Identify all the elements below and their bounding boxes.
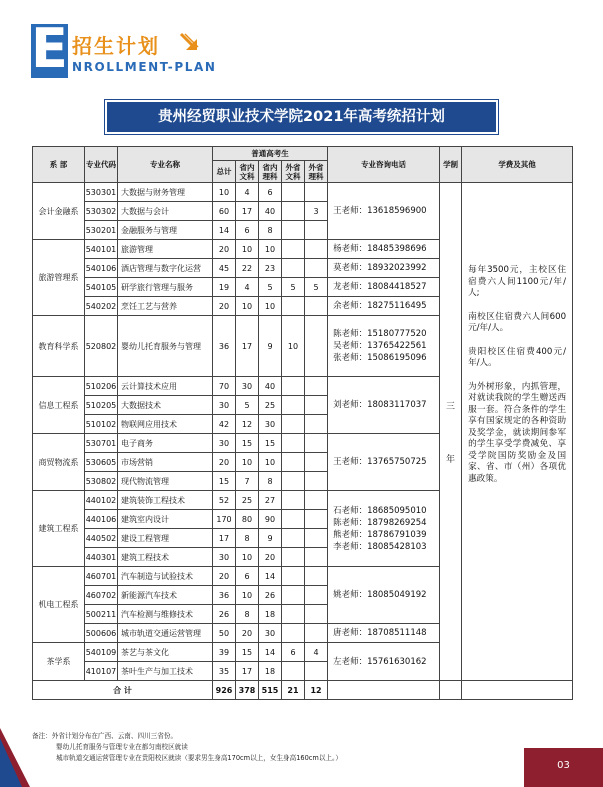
total-cell: 30: [213, 434, 236, 453]
in-sci-cell: 18: [259, 662, 282, 681]
in-sci-cell: 30: [259, 415, 282, 434]
totals-out-sci: 12: [305, 681, 328, 700]
out-arts-cell: [282, 567, 305, 586]
header-out-sci: 外省理科: [305, 161, 328, 183]
code-cell: 530701: [85, 434, 118, 453]
total-cell: 20: [213, 453, 236, 472]
in-sci-cell: 27: [259, 491, 282, 510]
out-sci-cell: [305, 434, 328, 453]
major-cell: 现代物流管理: [118, 472, 213, 491]
contact-line: 石老师：18685095010: [333, 505, 427, 516]
out-sci-cell: 4: [305, 643, 328, 662]
contact-cell: 左老师：15761630162: [328, 643, 440, 681]
code-cell: 440502: [85, 529, 118, 548]
contact-cell: 龙老师：18084418527: [328, 278, 440, 297]
code-cell: 410107: [85, 662, 118, 681]
fee-text: 贵阳校区住宿费400元/年/人。: [468, 346, 567, 368]
header-fees: 学费及其他: [462, 147, 573, 183]
in-arts-cell: 20: [236, 624, 259, 643]
total-cell: 60: [213, 202, 236, 221]
out-sci-cell: [305, 453, 328, 472]
out-arts-cell: [282, 472, 305, 491]
out-sci-cell: [305, 240, 328, 259]
in-arts-cell: 8: [236, 605, 259, 624]
totals-in-arts: 378: [236, 681, 259, 700]
header-in-arts: 省内文科: [236, 161, 259, 183]
notes: [32, 731, 342, 764]
in-sci-cell: 5: [259, 278, 282, 297]
dept-cell: 教育科学系: [33, 316, 85, 377]
code-cell: 540106: [85, 259, 118, 278]
out-sci-cell: [305, 221, 328, 240]
in-sci-cell: 20: [259, 548, 282, 567]
out-arts-cell: [282, 202, 305, 221]
code-cell: 530301: [85, 183, 118, 202]
fees-cell: [462, 183, 573, 681]
brand-logo-letter: E: [31, 17, 68, 80]
out-arts-cell: [282, 259, 305, 278]
out-arts-cell: [282, 221, 305, 240]
header-phone: 专业咨询电话: [328, 147, 440, 183]
total-cell: 26: [213, 605, 236, 624]
out-arts-cell: [282, 586, 305, 605]
duration-char: 年: [446, 454, 456, 465]
out-arts-cell: [282, 605, 305, 624]
duration-char: 三: [446, 401, 456, 412]
code-cell: 440102: [85, 491, 118, 510]
contact-cell: [328, 491, 440, 567]
major-cell: 大数据与会计: [118, 202, 213, 221]
major-cell: 金融服务与管理: [118, 221, 213, 240]
code-cell: 530802: [85, 472, 118, 491]
contact-cell: 杨老师：18485398696: [328, 240, 440, 259]
out-arts-cell: [282, 183, 305, 202]
in-arts-cell: 4: [236, 278, 259, 297]
out-arts-cell: [282, 453, 305, 472]
major-cell: 市场营销: [118, 453, 213, 472]
out-sci-cell: [305, 529, 328, 548]
out-sci-cell: [305, 316, 328, 377]
in-sci-cell: 18: [259, 605, 282, 624]
major-cell: 电子商务: [118, 434, 213, 453]
header-major: 专业名称: [118, 147, 213, 183]
arrow-down-right-icon: [178, 31, 200, 53]
in-arts-cell: 5: [236, 396, 259, 415]
total-cell: 170: [213, 510, 236, 529]
out-arts-cell: [282, 510, 305, 529]
in-arts-cell: 7: [236, 472, 259, 491]
in-sci-cell: 23: [259, 259, 282, 278]
in-sci-cell: 8: [259, 472, 282, 491]
in-sci-cell: 6: [259, 183, 282, 202]
header-duration: 学制: [440, 147, 462, 183]
page-number: 03: [557, 760, 570, 771]
section-title: 招生计划: [72, 34, 160, 58]
in-arts-cell: 22: [236, 259, 259, 278]
out-sci-cell: [305, 415, 328, 434]
code-cell: 500211: [85, 605, 118, 624]
totals-row: [33, 681, 573, 700]
table-row: [33, 183, 573, 202]
out-sci-cell: [305, 183, 328, 202]
out-sci-cell: [305, 662, 328, 681]
in-sci-cell: 90: [259, 510, 282, 529]
in-arts-cell: 12: [236, 415, 259, 434]
in-arts-cell: 10: [236, 548, 259, 567]
out-sci-cell: [305, 297, 328, 316]
major-cell: 汽车制造与试验技术: [118, 567, 213, 586]
banner-title: 贵州经贸职业技术学院2021年高考统招计划: [158, 109, 445, 125]
total-cell: 52: [213, 491, 236, 510]
in-arts-cell: 15: [236, 434, 259, 453]
code-cell: 460701: [85, 567, 118, 586]
major-cell: 建筑室内设计: [118, 510, 213, 529]
in-sci-cell: 8: [259, 221, 282, 240]
code-cell: 540109: [85, 643, 118, 662]
duration-cell: [440, 183, 462, 681]
total-cell: 15: [213, 472, 236, 491]
in-sci-cell: 10: [259, 453, 282, 472]
contact-cell: 王老师：13765750725: [328, 434, 440, 491]
in-sci-cell: 9: [259, 529, 282, 548]
major-cell: 酒店管理与数字化运营: [118, 259, 213, 278]
total-cell: 35: [213, 662, 236, 681]
out-sci-cell: [305, 605, 328, 624]
major-cell: 大数据与财务管理: [118, 183, 213, 202]
in-sci-cell: 25: [259, 396, 282, 415]
out-arts-cell: [282, 624, 305, 643]
code-cell: 510205: [85, 396, 118, 415]
totals-empty: [440, 681, 462, 700]
major-cell: 汽车检测与维修技术: [118, 605, 213, 624]
out-arts-cell: [282, 415, 305, 434]
total-cell: 17: [213, 529, 236, 548]
contact-line: 陈老师：18798269254: [333, 517, 427, 528]
header-total: 总计: [213, 161, 236, 183]
in-arts-cell: 4: [236, 183, 259, 202]
in-sci-cell: 14: [259, 643, 282, 662]
major-cell: 新能源汽车技术: [118, 586, 213, 605]
note-line: 城市轨道交通运营管理专业在贵阳校区就读（要求男生身高170cm以上，女生身高160cm以上。）: [56, 754, 342, 762]
out-arts-cell: 5: [282, 278, 305, 297]
out-arts-cell: [282, 548, 305, 567]
totals-in-sci: 515: [259, 681, 282, 700]
major-cell: 婴幼儿托育服务与管理: [118, 316, 213, 377]
total-cell: 42: [213, 415, 236, 434]
out-arts-cell: [282, 240, 305, 259]
in-sci-cell: 9: [259, 316, 282, 377]
in-arts-cell: 10: [236, 297, 259, 316]
dept-cell: 商贸物流系: [33, 434, 85, 491]
major-cell: 物联网应用技术: [118, 415, 213, 434]
in-arts-cell: 8: [236, 529, 259, 548]
total-cell: 70: [213, 377, 236, 396]
code-cell: 540101: [85, 240, 118, 259]
corner-decoration: [0, 728, 30, 787]
totals-total: 926: [213, 681, 236, 700]
in-arts-cell: 30: [236, 377, 259, 396]
dept-cell: 信息工程系: [33, 377, 85, 434]
dept-cell: 建筑工程系: [33, 491, 85, 567]
totals-empty: [462, 681, 573, 700]
code-cell: 520802: [85, 316, 118, 377]
total-cell: 20: [213, 567, 236, 586]
code-cell: 510206: [85, 377, 118, 396]
out-arts-cell: [282, 377, 305, 396]
enrollment-table: [32, 146, 573, 700]
in-arts-cell: 17: [236, 662, 259, 681]
out-sci-cell: [305, 624, 328, 643]
major-cell: 大数据技术: [118, 396, 213, 415]
code-cell: 530302: [85, 202, 118, 221]
total-cell: 50: [213, 624, 236, 643]
total-cell: 20: [213, 297, 236, 316]
total-cell: 10: [213, 183, 236, 202]
code-cell: 500606: [85, 624, 118, 643]
code-cell: 510102: [85, 415, 118, 434]
contact-cell: 唐老师：18708511148: [328, 624, 440, 643]
out-sci-cell: [305, 472, 328, 491]
in-arts-cell: 25: [236, 491, 259, 510]
contact-line: 李老师：18085428103: [333, 541, 427, 552]
contact-line: 熊老师：18786791039: [333, 529, 427, 540]
dept-cell: 机电工程系: [33, 567, 85, 643]
out-sci-cell: [305, 259, 328, 278]
in-sci-cell: 14: [259, 567, 282, 586]
in-arts-cell: 10: [236, 453, 259, 472]
in-sci-cell: 10: [259, 240, 282, 259]
out-sci-cell: [305, 567, 328, 586]
major-cell: 烹饪工艺与营养: [118, 297, 213, 316]
out-sci-cell: [305, 377, 328, 396]
out-arts-cell: [282, 434, 305, 453]
section-subtitle: NROLLMENT-PLAN: [72, 60, 217, 74]
major-cell: 云计算技术应用: [118, 377, 213, 396]
contact-cell: 莫老师：18932023992: [328, 259, 440, 278]
contact-cell: [328, 316, 440, 377]
out-sci-cell: [305, 548, 328, 567]
total-cell: 19: [213, 278, 236, 297]
out-arts-cell: [282, 396, 305, 415]
out-sci-cell: [305, 510, 328, 529]
in-arts-cell: 6: [236, 567, 259, 586]
in-arts-cell: 10: [236, 240, 259, 259]
major-cell: 研学旅行管理与服务: [118, 278, 213, 297]
totals-out-arts: 21: [282, 681, 305, 700]
major-cell: 茶艺与茶文化: [118, 643, 213, 662]
out-sci-cell: 5: [305, 278, 328, 297]
out-arts-cell: 6: [282, 643, 305, 662]
note-line: 备注：外省计划分布在广西、云南、四川三省份。: [32, 732, 178, 740]
total-cell: 20: [213, 240, 236, 259]
in-arts-cell: 10: [236, 586, 259, 605]
code-cell: 540105: [85, 278, 118, 297]
in-arts-cell: 17: [236, 202, 259, 221]
code-cell: 530605: [85, 453, 118, 472]
contact-cell: 余老师：18275116495: [328, 297, 440, 316]
in-sci-cell: 40: [259, 377, 282, 396]
contact-line: 陈老师：15180777520: [333, 329, 427, 339]
fee-text: 为外树形象，内抓管理，对就读我院的学生赠送西服一套。符合条件的学生享有国家规定的各种资助及奖学金，就读期间参军的学生享受学费减免、享受学院国防奖励金及国家、省、市（州）各项优惠政策。: [468, 381, 567, 484]
in-arts-cell: 80: [236, 510, 259, 529]
header-dept: 系 部: [33, 147, 85, 183]
contact-cell: 王老师：13618596900: [328, 183, 440, 240]
in-sci-cell: 26: [259, 586, 282, 605]
totals-label: 合 计: [33, 681, 213, 700]
total-cell: 30: [213, 396, 236, 415]
brand-header: [0, 0, 603, 90]
in-arts-cell: 6: [236, 221, 259, 240]
total-cell: 14: [213, 221, 236, 240]
out-arts-cell: [282, 662, 305, 681]
header-in-sci: 省内理科: [259, 161, 282, 183]
fee-text: 南校区住宿费六人间600元/年/人。: [468, 311, 567, 333]
code-cell: 540202: [85, 297, 118, 316]
in-sci-cell: 30: [259, 624, 282, 643]
note-line: 婴幼儿托育服务与管理专业在都匀南校区就读: [56, 743, 188, 751]
major-cell: 建设工程管理: [118, 529, 213, 548]
dept-cell: 茶学系: [33, 643, 85, 681]
out-arts-cell: [282, 529, 305, 548]
out-sci-cell: [305, 586, 328, 605]
major-cell: 城市轨道交通运营管理: [118, 624, 213, 643]
total-cell: 30: [213, 548, 236, 567]
totals-empty: [328, 681, 440, 700]
contact-line: 张老师：15086195096: [333, 353, 427, 363]
major-cell: 旅游管理: [118, 240, 213, 259]
total-cell: 36: [213, 316, 236, 377]
out-sci-cell: [305, 491, 328, 510]
out-arts-cell: 10: [282, 316, 305, 377]
contact-line: 吴老师：13765422561: [333, 341, 427, 351]
banner-title-box: [105, 100, 498, 134]
in-arts-cell: 15: [236, 643, 259, 662]
in-arts-cell: 17: [236, 316, 259, 377]
total-cell: 39: [213, 643, 236, 662]
fee-text: 每年3500元，主校区住宿费六人间1100元/年/人;: [468, 265, 567, 298]
major-cell: 建筑工程技术: [118, 548, 213, 567]
code-cell: 530201: [85, 221, 118, 240]
total-cell: 45: [213, 259, 236, 278]
out-arts-cell: [282, 491, 305, 510]
total-cell: 36: [213, 586, 236, 605]
dept-cell: 会计金融系: [33, 183, 85, 240]
out-arts-cell: [282, 297, 305, 316]
header-group: 普通高考生: [213, 147, 328, 161]
contact-cell: 姚老师：18085049192: [328, 567, 440, 624]
in-sci-cell: 10: [259, 297, 282, 316]
dept-cell: 旅游管理系: [33, 240, 85, 316]
code-cell: 460702: [85, 586, 118, 605]
major-cell: 茶叶生产与加工技术: [118, 662, 213, 681]
out-sci-cell: [305, 396, 328, 415]
code-cell: 440301: [85, 548, 118, 567]
major-cell: 建筑装饰工程技术: [118, 491, 213, 510]
header-code: 专业代码: [85, 147, 118, 183]
out-sci-cell: 3: [305, 202, 328, 221]
in-sci-cell: 40: [259, 202, 282, 221]
contact-cell: 刘老师：18083117037: [328, 377, 440, 434]
header-out-arts: 外省文科: [282, 161, 305, 183]
in-sci-cell: 15: [259, 434, 282, 453]
code-cell: 440106: [85, 510, 118, 529]
